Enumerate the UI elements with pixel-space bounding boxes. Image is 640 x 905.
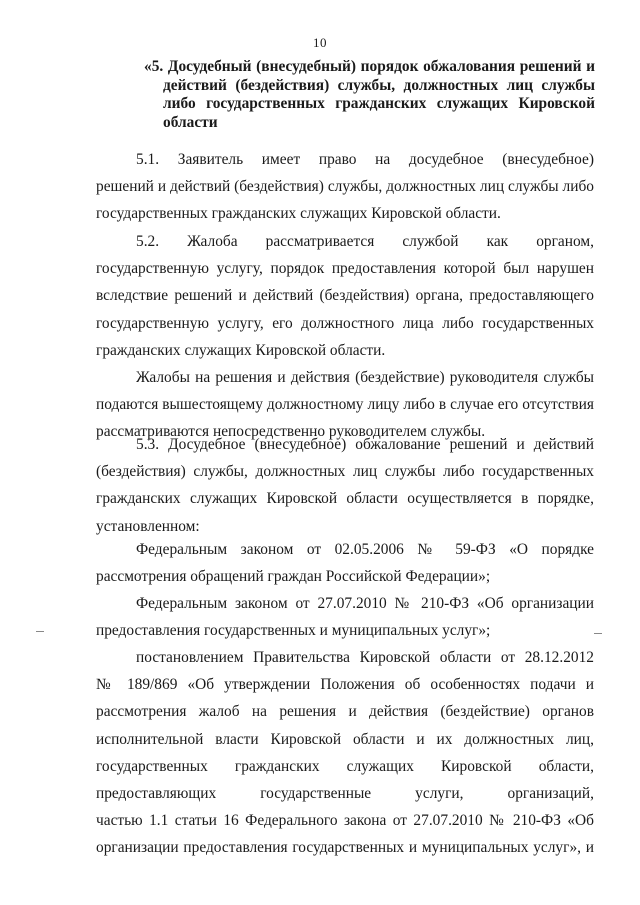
paragraph-line: установленном: [96,517,200,535]
paragraph-line: государственную услугу, его должностного лица либо государственных [96,314,594,332]
scan-margin-mark [36,631,44,632]
paragraph-line: организации предоставления государственных и муниципальных услуг», и [96,839,594,857]
paragraph-5-2 [96,228,594,364]
paragraph-line: (бездействия) службы, должностных лиц службы либо государственных [96,463,594,481]
heading-line: области [163,113,218,131]
paragraph-line: 5.3. Досудебное (внесудебное) обжалование решений и действий [136,436,594,453]
paragraph-line: вследствие решений и действий (бездействия) органа, предоставляющего [96,287,594,305]
paragraph-line: государственную услугу, порядок предоставления которой был нарушен [96,260,594,278]
paragraph-line: предоставления государственных и муниципальных услуг»; [96,622,491,640]
paragraph-5-3 [96,431,594,540]
paragraph-line: государственных гражданских служащих Кировской области. [96,205,501,223]
paragraph-line: 5.1. Заявитель имеет право на досудебное (внесудебное) [136,151,594,168]
heading-line: либо государственных гражданских служащих Кировской [163,95,595,112]
paragraph-line: рассмотрения обращений граждан Российской Федерации»; [96,568,491,586]
paragraph-law-210 [96,590,594,644]
paragraph-line: гражданских служащих Кировской области осуществляется в порядке, [96,490,594,508]
paragraph-line: 5.2. Жалоба рассматривается службой как органом, [136,233,594,250]
heading-line: «5. Досудебный (внесудебный) порядок обжалования решений и [144,58,595,75]
paragraph-line: подаются вышестоящему должностному лицу либо в случае его отсутствия [96,396,594,414]
paragraph-line: исполнительной власти Кировской области и их должностных лиц, [96,730,594,748]
heading-line: действий (бездействия) службы, должностных лиц службы [163,76,595,94]
scan-margin-mark [594,633,602,634]
paragraph-line: государственных гражданских служащих Кировской области, [96,757,594,775]
paragraph-line: гражданских служащих Кировской области. [96,341,386,359]
section-heading [144,58,595,132]
paragraph-line: № 189/869 «Об утверждении Положения об особенностях подачи и [96,676,594,694]
paragraph-decree [96,644,594,862]
paragraph-line: Жалобы на решения и действия (бездействие) руководителя службы [136,369,594,386]
paragraph-line: Федеральным законом от 27.07.2010 № 210-ФЗ «Об организации [136,595,594,612]
paragraph-line: рассмотрения жалоб на решения и действия (бездействие) органов [96,703,594,721]
page-number: 10 [313,35,327,50]
paragraph-line: частью 1.1 статьи 16 Федерального закона от 27.07.2010 № 210-ФЗ «Об [96,812,594,830]
paragraph-line: рассматриваются непосредственно руководителем службы. [96,423,486,441]
paragraph-line: предоставляющих государственные услуги, организаций, [96,784,594,802]
paragraph-law-59 [96,536,594,590]
paragraph-5-1 [96,146,594,228]
paragraph-line: решений и действий (бездействия) службы, должностных лиц службы либо [96,178,594,196]
paragraph-line: Федеральным законом от 02.05.2006 № 59-ФЗ «О порядке [136,541,594,558]
paragraph-line: постановлением Правительства Кировской области от 28.12.2012 [136,649,594,666]
